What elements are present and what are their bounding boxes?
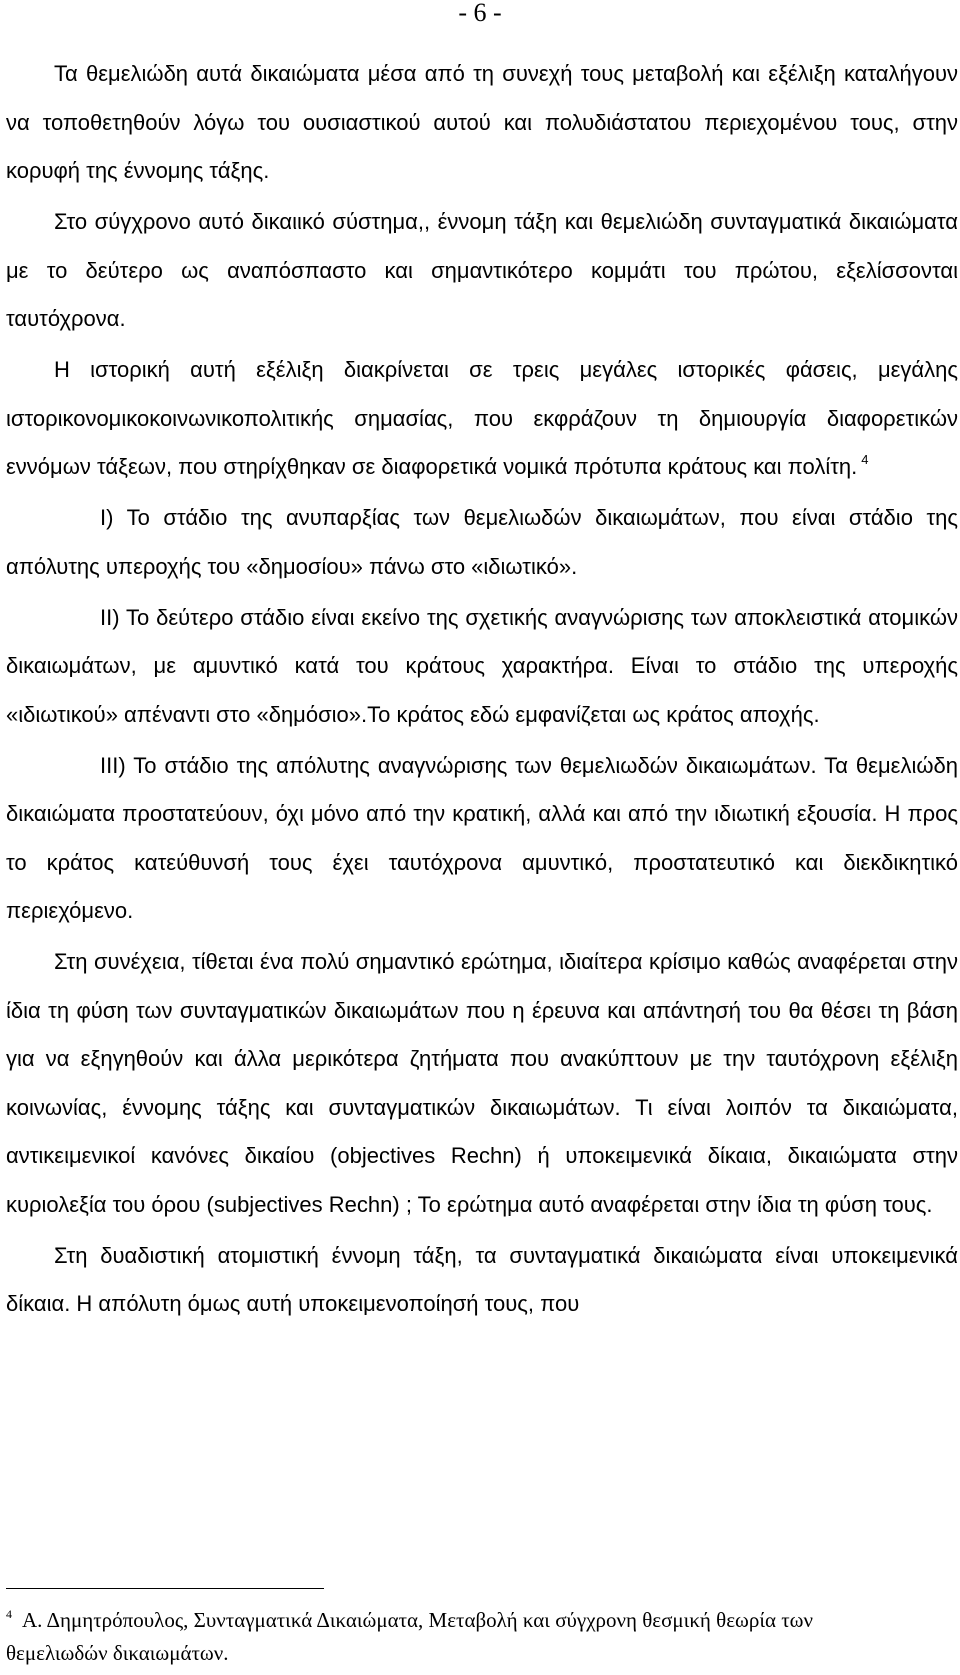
footnote-number: 4 xyxy=(6,1607,12,1621)
paragraph: Στη δυαδιστική ατομιστική έννομη τάξη, τα συνταγματικά δικαιώματα είναι υποκειμενικά δίκαια. Η απόλυτη όμως αυτή υποκειμενοποίησή τους, που xyxy=(6,1242,958,1316)
list-paragraph: ΙΙ) Το δεύτερο στάδιο είναι εκείνο της σχετικής αναγνώρισης των αποκλειστικά ατομικών δικαιωμάτων, με αμυντικό κατά του κράτους χαρακτήρα. Είναι το στάδιο της υπεροχής «ιδιωτικού» απέναντι στο «δημόσιο».Το κράτος εδώ εμφανίζεται ως κράτος αποχής. xyxy=(6,604,958,727)
paragraph xyxy=(6,346,958,492)
paragraph: Τα θεμελιώδη αυτά δικαιώματα μέσα από τη συνεχή τους μεταβολή και εξέλιξη καταλήγουν να τοποθετηθούν λόγω του ουσιαστικού αυτού και πολυδιάστατου περιεχομένου τους, στην κορυφή της έννομης τάξης. xyxy=(6,61,958,183)
list-paragraph: ΙΙΙ) Το στάδιο της απόλυτης αναγνώρισης των θεμελιωδών δικαιωμάτων. Τα θεμελιώδη δικαιώματα προστατεύουν, όχι μόνο από την κρατική, αλλά και από την ιδιωτική εξουσία. Η προς το κράτος κατεύθυνσή τους έχει ταυτόχρονα αμυντικό, προστατευτικό και διεκδικητικό περιεχόμενο. xyxy=(6,752,958,923)
list-paragraph: Ι) Το στάδιο της ανυπαρξίας των θεμελιωδών δικαιωμάτων, που είναι στάδιο της απόλυτης υπεροχής του «δημοσίου» πάνω στο «ιδιωτικό». xyxy=(6,505,958,579)
footnote-separator xyxy=(6,1588,324,1589)
page-number: - 6 - xyxy=(458,0,502,27)
paragraph-text: Η ιστορική αυτή εξέλιξη διακρίνεται σε τρεις μεγάλες ιστορικές φάσεις, μεγάλης ιστορικονομικοκοινωνικοπολιτικής σημασίας, που εκφράζουν τη δημιουργία διαφορετικών εννόμων τάξεων, που στηρίχθηκαν σε διαφορετικά νομικά πρότυπα κράτους και πολίτη. xyxy=(6,357,958,479)
footnote-reference[interactable]: 4 xyxy=(861,452,869,467)
footnote xyxy=(6,1598,906,1670)
paragraph: Στη συνέχεια, τίθεται ένα πολύ σημαντικό ερώτημα, ιδιαίτερα κρίσιμο καθώς αναφέρεται στην ίδια τη φύση των συνταγματικών δικαιωμάτων που η έρευνα και απάντησή του θα θέσει τη βάση για να εξηγηθούν και άλλα μερικότερα ζητήματα που ανακύπτουν με την ταυτόχρονη εξέλιξη κοινωνίας, έννομης τάξης και συνταγματικών δικαιωμάτων. Τι είναι λοιπόν τα δικαιώματα, αντικειμενικοί κανόνες δικαίου (objectives Rechn) ή υποκειμενικά δίκαια, δικαιώματα στην κυριολεξία του όρου (subjectives Rechn) ; Το ερώτημα αυτό αναφέρεται στην ίδια τη φύση τους. xyxy=(6,949,958,1217)
footnote-text: Α. Δημητρόπουλος, Συνταγματικά Δικαιώματα, Μεταβολή και σύγχρονη θεσμική θεωρία των θεμελιωδών δικαιωμάτων. xyxy=(6,1608,813,1665)
body-text xyxy=(6,50,958,1329)
paragraph: Στο σύγχρονο αυτό δικαιικό σύστημα,, έννομη τάξη και θεμελιώδη συνταγματικά δικαιώματα με το δεύτερο ως αναπόσπαστο και σημαντικότερο κομμάτι του πρώτου, εξελίσσονται ταυτόχρονα. xyxy=(6,209,958,331)
